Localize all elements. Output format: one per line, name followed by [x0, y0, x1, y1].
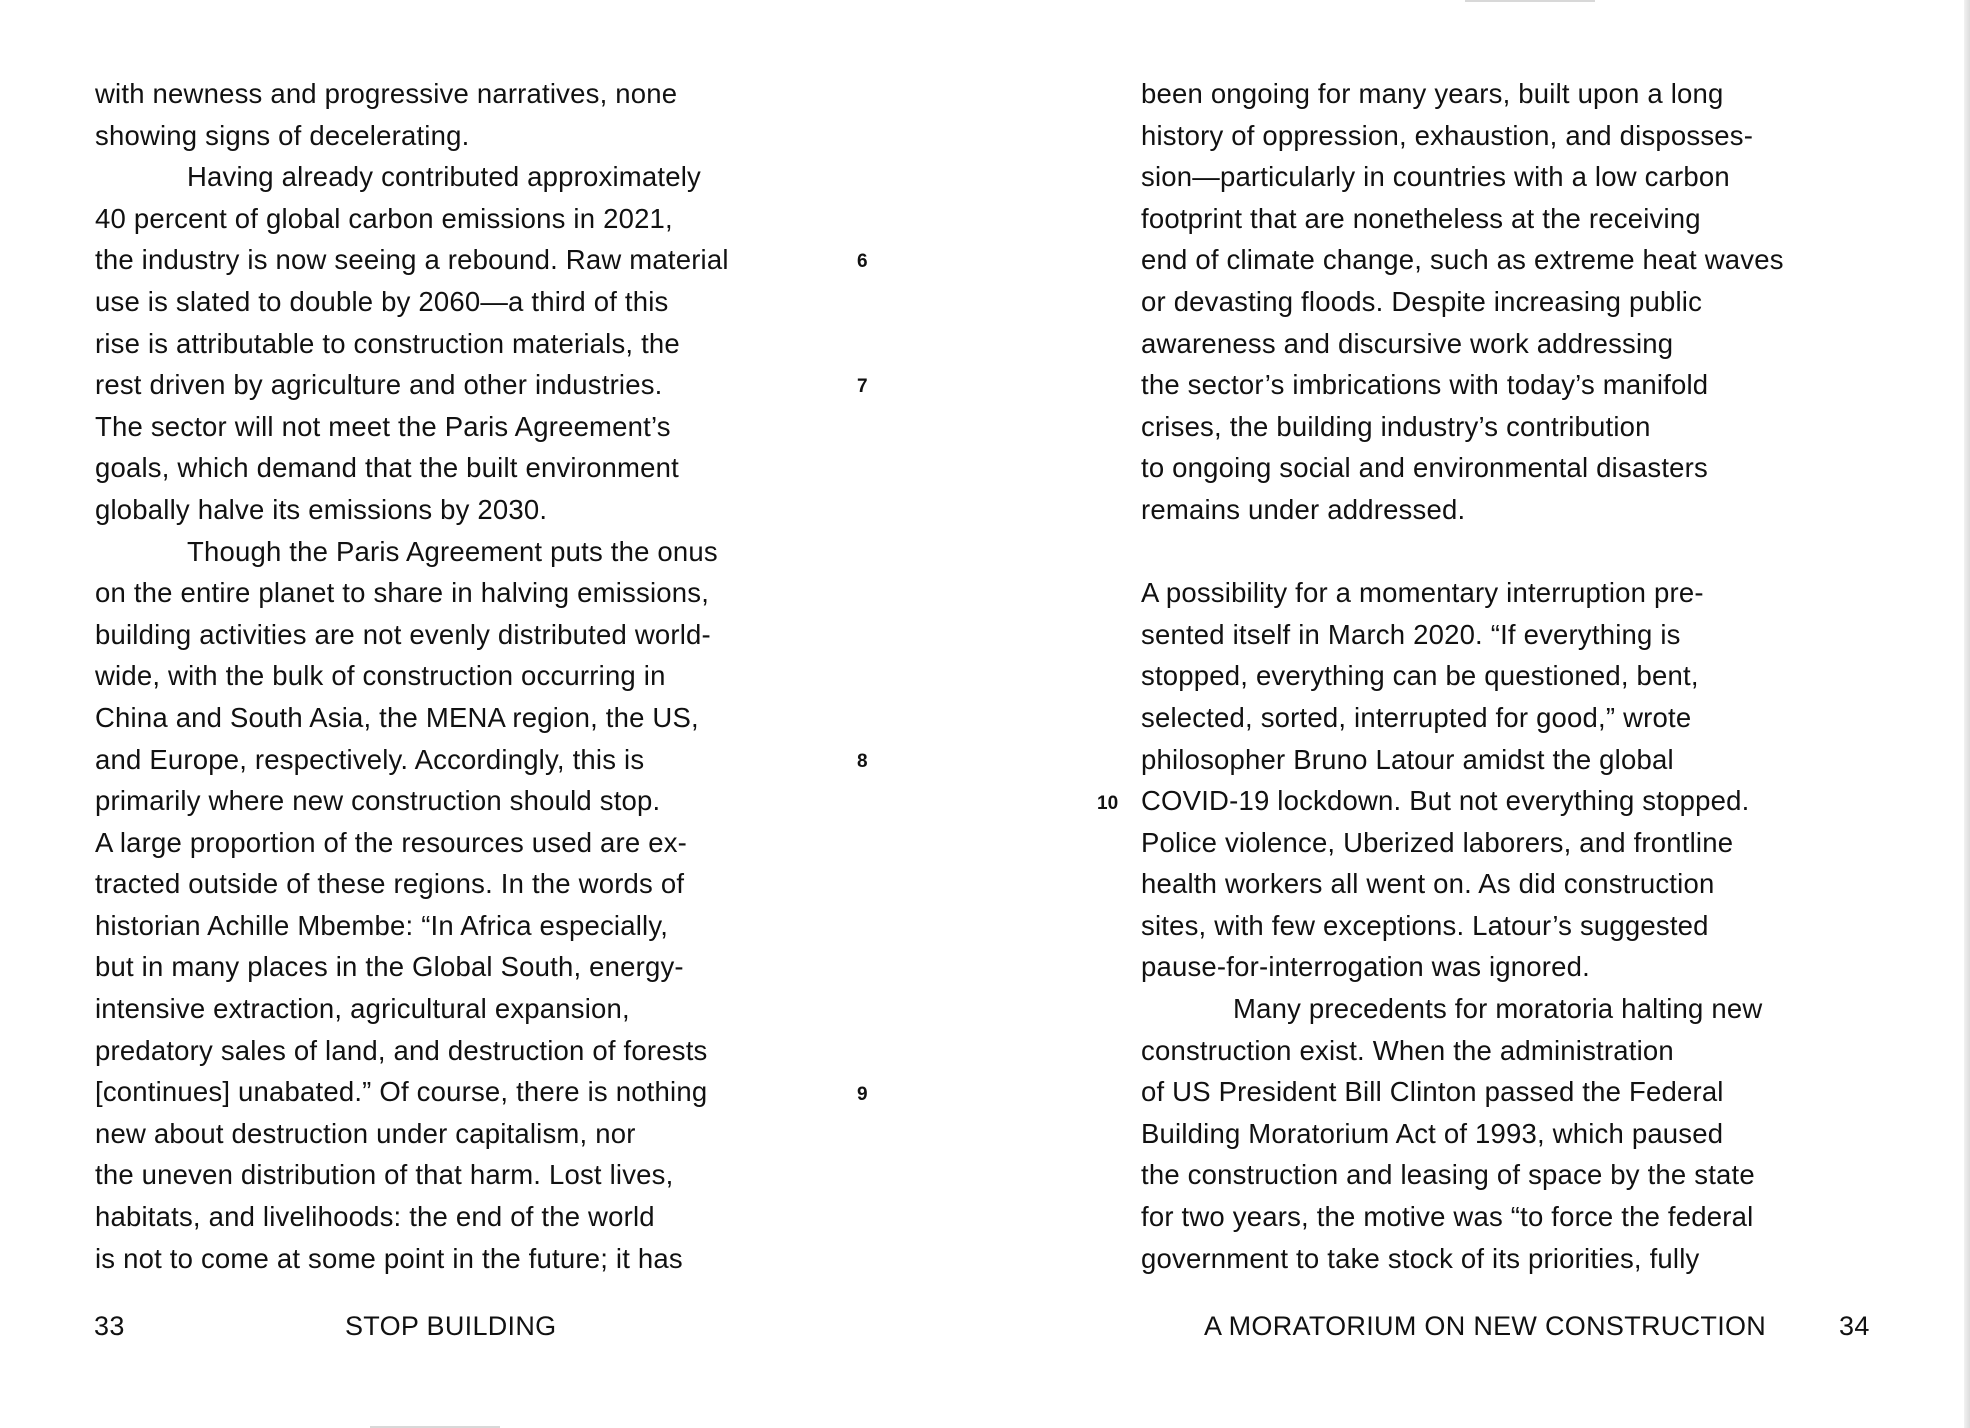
text-line: rest driven by agriculture and other industries. — [95, 369, 663, 401]
text-line: footprint that are nonetheless at the receiving — [1141, 202, 1701, 234]
text-line: [continues] unabated.” Of course, there is nothing — [95, 1076, 708, 1108]
text-line: history of oppression, exhaustion, and disposses- — [1141, 119, 1754, 151]
endnote-marker-10[interactable]: 10 — [1097, 793, 1119, 814]
text-line: with newness and progressive narratives, none — [95, 78, 678, 109]
text-line: showing signs of decelerating. — [95, 119, 470, 151]
text-line: stopped, everything can be questioned, bent, — [1141, 660, 1699, 692]
text-line: been ongoing for many years, built upon a long — [1141, 78, 1724, 109]
text-line: A possibility for a momentary interruption pre- — [1141, 577, 1704, 609]
text-line: sented itself in March 2020. “If everything is — [1141, 618, 1681, 650]
text-line: construction exist. When the administration — [1141, 1034, 1674, 1066]
text-line: to ongoing social and environmental disasters — [1141, 452, 1708, 484]
text-line: awareness and discursive work addressing — [1141, 327, 1674, 359]
text-line: primarily where new construction should stop. — [95, 785, 661, 817]
text-line: use is slated to double by 2060—a third of this — [95, 285, 669, 317]
endnote-marker-9[interactable]: 9 — [857, 1084, 868, 1105]
text-line: the construction and leasing of space by the state — [1141, 1159, 1755, 1191]
endnote-marker-8[interactable]: 8 — [857, 751, 868, 772]
page-number-left: 33 — [94, 1311, 125, 1341]
text-line: intensive extraction, agricultural expansion, — [95, 993, 630, 1025]
text-line: goals, which demand that the built environment — [95, 452, 679, 484]
text-line: health workers all went on. As did construction — [1141, 868, 1715, 900]
text-line: The sector will not meet the Paris Agreement’s — [95, 410, 671, 442]
text-line: habitats, and livelihoods: the end of the world — [95, 1201, 655, 1233]
text-line: and Europe, respectively. Accordingly, this is — [95, 743, 645, 775]
text-line: tracted outside of these regions. In the words of — [95, 868, 685, 900]
text-line: is not to come at some point in the future; it has — [95, 1242, 683, 1274]
right-page — [985, 0, 1970, 1428]
text-line: globally halve its emissions by 2030. — [95, 493, 548, 525]
text-line: sites, with few exceptions. Latour’s suggested — [1141, 909, 1709, 941]
text-line: rise is attributable to construction materials, the — [95, 327, 680, 359]
text-line: but in many places in the Global South, energy- — [95, 951, 684, 983]
text-line: Having already contributed approximately — [187, 161, 701, 193]
text-line: philosopher Bruno Latour amidst the global — [1141, 743, 1674, 775]
left-body-text — [95, 73, 729, 1279]
text-line: Though the Paris Agreement puts the onus — [187, 535, 718, 567]
text-line: the industry is now seeing a rebound. Raw material — [95, 244, 729, 276]
text-line: 40 percent of global carbon emissions in 2021, — [95, 202, 673, 234]
text-line: remains under addressed. — [1141, 493, 1466, 525]
text-line: building activities are not evenly distributed world- — [95, 618, 711, 650]
text-line: crises, the building industry’s contribution — [1141, 410, 1651, 442]
text-line: selected, sorted, interrupted for good,” wrote — [1141, 701, 1692, 733]
endnote-marker-6[interactable]: 6 — [857, 251, 868, 272]
text-line: new about destruction under capitalism, nor — [95, 1117, 636, 1149]
text-line: sion—particularly in countries with a low carbon — [1141, 161, 1730, 193]
text-line: end of climate change, such as extreme heat waves — [1141, 244, 1784, 276]
text-line: or devasting floods. Despite increasing public — [1141, 285, 1703, 317]
endnote-marker-7[interactable]: 7 — [857, 376, 868, 397]
text-line: historian Achille Mbembe: “In Africa especially, — [95, 909, 669, 941]
right-body-text — [1141, 73, 1784, 1279]
text-line: wide, with the bulk of construction occurring in — [95, 660, 666, 692]
text-line: on the entire planet to share in halving emissions, — [95, 577, 710, 609]
text-line: the sector’s imbrications with today’s manifold — [1141, 369, 1709, 401]
text-line: predatory sales of land, and destruction of forests — [95, 1034, 708, 1066]
running-title-right: A MORATORIUM ON NEW CONSTRUCTION — [1204, 1311, 1767, 1341]
text-line: of US President Bill Clinton passed the Federal — [1141, 1076, 1724, 1108]
text-line: the uneven distribution of that harm. Lost lives, — [95, 1159, 674, 1191]
text-line: Police violence, Uberized laborers, and frontline — [1141, 826, 1734, 858]
text-line: COVID-19 lockdown. But not everything stopped. — [1141, 785, 1750, 817]
text-line: Building Moratorium Act of 1993, which paused — [1141, 1117, 1724, 1149]
text-line: government to take stock of its priorities, fully — [1141, 1242, 1700, 1274]
page-number-right: 34 — [1839, 1311, 1870, 1341]
text-line: for two years, the motive was “to force the federal — [1141, 1201, 1754, 1233]
text-line: A large proportion of the resources used are ex- — [95, 826, 688, 858]
text-line — [1141, 531, 1784, 573]
running-title-left: STOP BUILDING — [345, 1311, 557, 1341]
text-line: Many precedents for moratoria halting new — [1233, 993, 1763, 1025]
text-line: pause-for-interrogation was ignored. — [1141, 951, 1590, 983]
text-line: China and South Asia, the MENA region, the US, — [95, 701, 699, 733]
